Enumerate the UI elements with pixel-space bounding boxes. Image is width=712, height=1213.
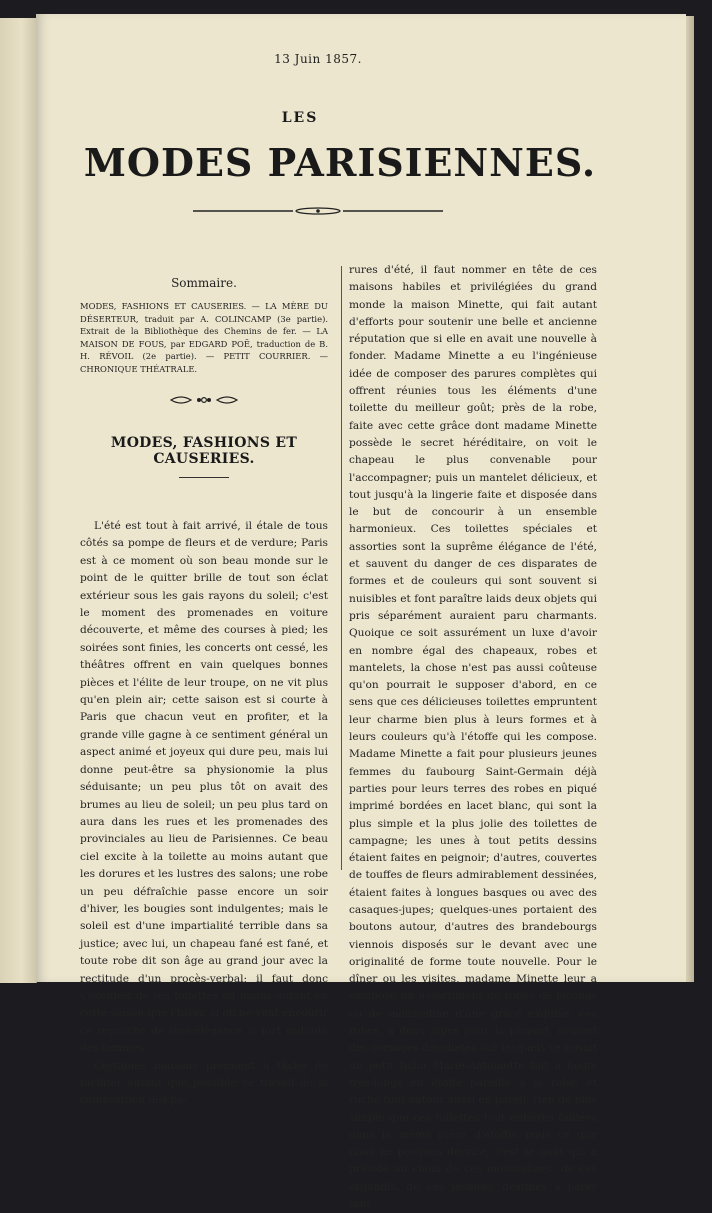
page-edge (686, 16, 694, 982)
paragraph: L'été est tout à fait arrivé, il étale de tous côtés sa pompe de fleurs et de verdure; Paris est à ce moment où son beau monde sur le point de le quitter brille de tout son éclat extérieur sous les gais rayons du soleil; c'est le moment des promenades en voiture découverte, et même des courses à pied; les soirées sont finies, les concerts ont cessé, les théâtres offrent en vain quelques bonnes pièces et l'élite de leur troupe, on ne vit plus qu'en plein air; cette saison est si courte à Paris que chacun veut en profiter, et la grande ville gagne à ce sentiment général un aspect animé et joyeux qui dure peu, mais lui donne peut-être sa physionomie la plus séduisante; un peu plus tôt on avait des brumes au lieu de soleil; un peu plus tard on aura dans les rues et les promenades des provinciales au lieu de Parisiennes. Ce beau ciel excite à la toilette au moins autant que les dorures et les lustres des salons; une robe un peu défraîchie passe encore un soir d'hiver, les bougies sont indulgentes; mais le soleil est d'une impartialité terrible dans sa justice; avec lui, un chapeau fané est fané, et toute robe dit son âge au grand jour avec la rectitude d'un procès-verbal; il faut donc s'occuper de ses toilettes au moins autant en cette saison que l'hiver, si on ne veut encourir ce reproche de lèse-élégance si fort redouté des femmes. (80, 520, 328, 1055)
masthead-article: LES (281, 110, 319, 126)
column-divider (341, 266, 342, 870)
paragraph: Certaines maisons prennent à tâche de faciliter autant que possible ce travail de la composition des pa- (80, 1059, 328, 1107)
left-body (80, 518, 328, 1110)
sommaire-heading: Sommaire. (171, 276, 237, 290)
facing-page-edge (0, 18, 37, 983)
masthead-title: MODES PARISIENNES. (83, 140, 597, 185)
sommaire-text: MODES, FASHIONS ET CAUSERIES. — LA MÈRE DU DÉSERTEUR, traduit par A. COLINCAMP (3e partie). Extrait de la Bibliothèque des Chemins de fer. — LA MAISON DE FOUS, par EDGARD POË, traduction de B. H. RÉVOIL (2e partie). — PETIT COURRIER. — CHRONIQUE THÉATRALE. (80, 301, 328, 374)
title-underline (179, 477, 229, 478)
paragraph: rures d'été, il faut nommer en tête de ces maisons habiles et privilégiées du grand monde la maison Minette, qui fait autant d'efforts pour soutenir une belle et ancienne réputation que si elle en avait une nouvelle à fonder. Madame Minette a eu l'ingénieuse idée de composer des parures complètes qui offrent réunies tous les éléments d'une toilette du meilleur goût; près de la robe, faite avec cette grâce dont madame Minette possède le secret héréditaire, on voit le chapeau le plus convenable pour l'accompagner; puis un mantelet délicieux, et tout jusqu'à la lingerie faite et disposée dans le but de concourir à un ensemble harmonieux. Ces toilettes spéciales et assorties sont la suprême élégance de l'été, et sauvent du danger de ces disparates de formes et de couleurs qui sont souvent si nuisibles et font paraître laids deux objets qui pris séparément auraient paru charmants. Quoique ce soit assurément un luxe d'avoir en nombre égal des chapeaux, robes et mantelets, la chose n'est pas aussi coûteuse qu'on pourrait le supposer d'abord, en ce sens que ces délicieuses toilettes empruntent leur charme bien plus à leurs formes et à leurs couleurs qu'à l'étoffe qui les compose. Madame Minette a fait pour plusieurs jeunes femmes du faubourg Saint-Germain déjà parties pour leurs terres des robes en piqué imprimé bordées en lacet blanc, qui sont la plus simple et la plus jolie des toilettes de campagne; les unes à tout petits dessins étaient faites en peignoir; d'autres, couvertes de touffes de fleurs admirablement dessinées, étaient faites à longues basques ou avec des casaques-jupes; quelques-unes portaient des boutons autour, d'autres des brandebourgs viennois disposés sur le devant avec une originalité de forme toute nouvelle. Pour le dîner ou les visites, madame Minette leur a composé un assortiment de robes de jaconas ou de mousseline d'une grâce exquise; ces robes, à deux jupes pour la plupart, avaient des corsages décolletés sur lesquels se posait un petit fichu Marie-Antoinette fait à bouts très-longs en étoffe pareille à la robe, et ruché tout autour aussi en pareil; rien de plus simple que ces toilettes tout entières taillées dans la même pièce d'étoffe; mais ce que nous ne pouvons décrire, c'est le goût qui a présidé au choix de ces mousselines, de ces organdis, de ces jaconas, destinés à parer tant (349, 264, 597, 1211)
fleuron-ornament-icon (169, 395, 239, 405)
right-column (349, 262, 597, 1213)
left-column (80, 268, 328, 1110)
ornamental-rule (193, 206, 443, 216)
article-title: MODES, FASHIONS ET CAUSERIES. (110, 435, 298, 467)
issue-date: 13 Juin 1857. (274, 52, 362, 66)
